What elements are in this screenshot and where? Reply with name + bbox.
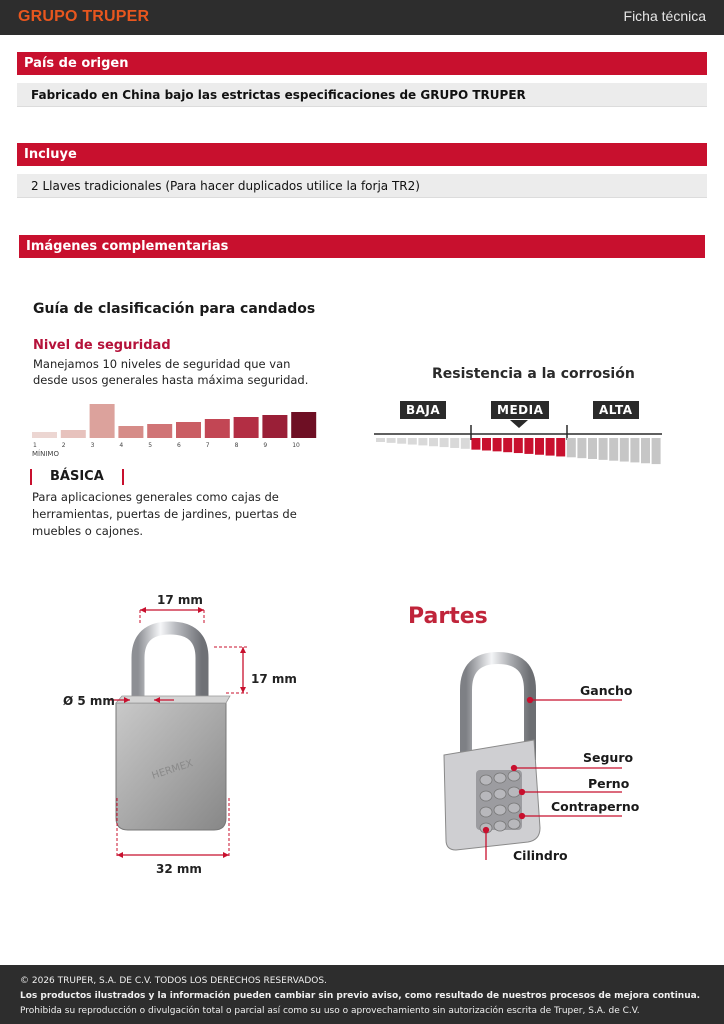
security-level-number-4: 4 (119, 442, 124, 449)
corrosion-segment-2 (387, 438, 396, 443)
corrosion-pointer-icon (510, 420, 528, 428)
body-width-label: 32 mm (156, 862, 202, 876)
security-level-number-5: 5 (148, 442, 153, 449)
shackle-height-label: 17 mm (251, 672, 297, 686)
footer-notice: Los productos ilustrados y la información pueden cambiar sin previo aviso, como resultado de nuestros procesos de mejora continua. (20, 991, 701, 1001)
corrosion-segment-4 (408, 438, 417, 445)
corrosion-segment-3 (397, 438, 406, 444)
corrosion-segment-13 (503, 438, 512, 452)
part-label-contraperno: Contraperno (551, 799, 640, 814)
security-level-bar-9 (262, 415, 287, 438)
corrosion-segment-5 (418, 438, 427, 445)
footer-prohibition: Prohibida su reproducción o divulgación total o parcial así como su uso o aprovechamiento sin autorización escrita de Truper, S.A. de C.V. (20, 1006, 640, 1016)
security-level-description: Manejamos 10 niveles de seguridad que van desde usos generales hasta máxima seguridad. (33, 357, 309, 387)
section-origin-text: Fabricado en China bajo las estrictas especificaciones de GRUPO TRUPER (17, 83, 707, 107)
corrosion-segment-27 (652, 438, 661, 464)
security-level-title: Nivel de seguridad (33, 338, 171, 353)
security-level-number-2: 2 (61, 442, 66, 449)
part-label-cilindro: Cilindro (513, 848, 568, 863)
corrosion-segment-7 (440, 438, 449, 447)
corrosion-tag-high: ALTA (593, 401, 639, 419)
corrosion-segment-1 (376, 438, 385, 442)
corrosion-segment-8 (450, 438, 459, 448)
security-level-bar-4 (118, 426, 143, 438)
section-images-title: Imágenes complementarias (19, 235, 705, 258)
shackle-diameter-label: Ø 5 mm (63, 694, 115, 708)
shackle-width-label: 17 mm (157, 593, 203, 607)
security-level-bar-5 (147, 424, 172, 438)
corrosion-segment-6 (429, 438, 438, 446)
security-level-bar-3 (90, 404, 115, 438)
security-level-bar-10 (291, 412, 316, 438)
corrosion-segment-24 (620, 438, 629, 462)
corrosion-segment-18 (556, 438, 565, 456)
security-level-number-9: 9 (263, 442, 268, 449)
corrosion-segment-23 (609, 438, 618, 461)
corrosion-segment-10 (471, 438, 480, 450)
header-bar (0, 0, 724, 35)
security-level-number-10: 10 (292, 442, 300, 449)
part-label-gancho: Gancho (580, 683, 633, 698)
lock-engraving: HERMEX (150, 758, 195, 782)
minimum-label: MÍNIMO (32, 450, 59, 458)
security-level-number-3: 3 (90, 442, 95, 449)
security-level-bars (28, 402, 328, 450)
footer-copyright: © 2026 TRUPER, S.A. DE C.V. TODOS LOS DERECHOS RESERVADOS. (20, 976, 327, 986)
security-level-bar-8 (234, 417, 259, 438)
guide-title: Guía de clasificación para candados (33, 301, 316, 317)
corrosion-segment-11 (482, 438, 491, 451)
corrosion-segment-16 (535, 438, 544, 455)
parts-title: Partes (408, 604, 488, 629)
corrosion-segment-15 (524, 438, 533, 454)
padlock-dimension-drawing (56, 590, 256, 860)
corrosion-segment-14 (514, 438, 523, 453)
security-level-bar-2 (61, 430, 86, 438)
security-class-name: BÁSICA (30, 469, 124, 485)
security-level-bar-1 (32, 432, 57, 438)
footer (0, 965, 724, 1024)
corrosion-segment-26 (641, 438, 650, 463)
part-label-seguro: Seguro (583, 750, 634, 765)
security-level-number-1: 1 (33, 442, 37, 449)
brand-logo: GRUPO TRUPER (18, 8, 150, 25)
security-level-number-7: 7 (205, 442, 210, 449)
corrosion-segment-17 (546, 438, 555, 456)
corrosion-segment-25 (630, 438, 639, 462)
section-origin-title: País de origen (17, 52, 707, 75)
corrosion-segment-12 (493, 438, 502, 451)
section-includes-title: Incluye (17, 143, 707, 166)
corrosion-segment-21 (588, 438, 597, 459)
part-label-perno: Perno (588, 776, 630, 791)
corrosion-segment-19 (567, 438, 576, 457)
corrosion-segment-20 (577, 438, 586, 458)
corrosion-scale (372, 398, 664, 468)
security-class-description: Para aplicaciones generales como cajas de herramientas, puertas de jardines, puertas de muebles o cajones. (32, 490, 297, 538)
corrosion-segment-22 (599, 438, 608, 460)
corrosion-title: Resistencia a la corrosión (432, 366, 635, 382)
security-level-number-8: 8 (234, 442, 239, 449)
document-type: Ficha técnica (623, 8, 706, 24)
corrosion-segment-9 (461, 438, 470, 449)
security-level-number-6: 6 (177, 442, 181, 449)
corrosion-tag-low: BAJA (400, 401, 446, 419)
security-level-bar-6 (176, 422, 201, 438)
corrosion-tag-medium: MEDIA (491, 401, 549, 419)
section-includes-text: 2 Llaves tradicionales (Para hacer duplicados utilice la forja TR2) (17, 174, 707, 198)
security-level-bar-7 (205, 419, 230, 438)
